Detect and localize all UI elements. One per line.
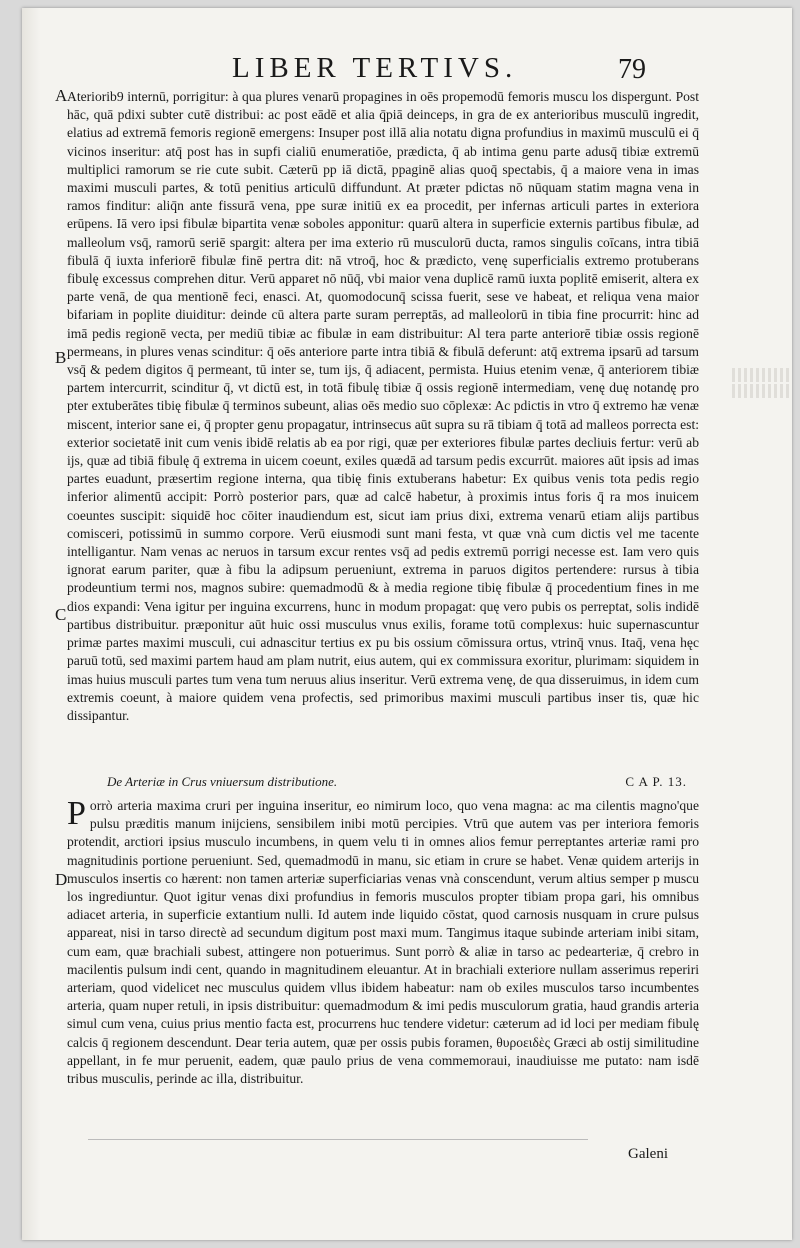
chapter-heading [67,774,699,792]
page-number: 79 [618,54,646,85]
page-gutter-shadow [22,8,40,1240]
running-title: LIBER TERTIVS. [232,52,518,84]
margin-letter-d: D [55,870,68,889]
drop-cap-initial: P [67,797,86,832]
catchword: Galeni [628,1146,668,1162]
book-page [22,8,792,1240]
paragraph-arteries [67,797,699,1130]
paragraph-text: orrò arteria maxima cruri per inguina inseritur, eo nimirum loco, quo vena magna: ac ma cilentis magno'que pulsu præditis manum inijciens, sensibilem inibi motū percipies. Vtrū que autem vas per interiora femoris protendit, arctiori ipsius musculo incumbens, in quem velu ti in omnes alios femur perreptantes arteriæ rami pro magnitudinis portione perueniunt. Sed, quemadmodū in manu, sic etiam in crure se habet. Venæ quidem arterijs in musculos insertis co hærent: non tamen arteriæ superficiarias venas vnà conscendunt, verum altius semper p muscu los ingrediuntur. Quot igitur venas dixi profundius in femoris musculos propter tibiam propa gari, his omnibus adiacet arteria, in superficie extantium nulli. Id autem inde liquido cōstat, quod carnosis nusquam in crure pulsus appareat, nisi in tarso directè ad secundum digitum post maxi mum. Tangimus itaque subinde arteriam inibi sitam, cum eam, quæ brachiali subest, attingere non potuerimus. Sunt porrò & aliæ in tarso ac pedearteriæ, q̄ crebro in macilentis pulsum indi cent, quando in magnitudinem eleuantur. At in brachiali exteriore nullam asserimus reperiri arteriam, quod videlicet nec musculus quidem vllus ibidem habeatur: nam ob exiles musculos tarso incumbentes arteria, quam nuper retuli, in ipsis distribuitur: quemadmodum & imi pedis musculorum gratia, haud grandis arteria simul cum vena, cuius prius mentio facta est, procurrens huc tendere videtur: cæterum ad id loci per mediam fibulę calcis q̄ regionem descendunt. Dear teria autem, quæ per ossis pubis foramen, θυροειδὲς Græci ab ostij similitudine appellant, in fe mur peruenit, eadem, quæ paulo prius de vena commemoraui, inaudiuisse me putato: nam isdē tribus musculis, perinde ac illa, distribuitur. [67,798,699,1087]
paragraph-text: teriorib9 internū, porrigitur: à qua plures venarū propagines in oēs propemodū femoris muscu los dispergunt. Post hāc, quā pdixi subter cutē distribui: ac post eādē et alia q̄piā deinceps, in gra de ex anterioribus musculū ingredit, elatius ad extremā femoris regionē emergens: Insuper post illā alia notatu digna profundius in maximū musculū ei q̄ vicinos inseritur: atq̄ post has in supfi cialiū enumeratiōe, prædicta, q̄ ab intima genu parte adusq̄ tibiæ extremū multiplici ramorum se rie cute subit. Cæterū pp iā dictā, ppaginē alias quoq̄ spectabis, q̄ a maiore vena in imas maximi musculi partes, & totū penitius articulū diffundunt. At præter pdictas nō nūquam statim magna vena in ramos finditur: aliq̄n ante fissurā vena, ppe suræ initiū ex ea procedit, per infernas articuli partes in exteriora erūpens. Iā vero ipsi fibulæ bipartita venæ soboles apponitur: quarū altera in superficie externis partibus fibulæ, ad malleolum vsq̄, ramorū seriē spargit: altera per ima exterio rū musculorū ducta, ramos singulis coīcans, intra tibiā fibulā q̄ iuxta inferiorē fibulæ finē pertra dit: nā vtroq̄, hoc & prædicto, venę superficialis extremo protuberans fibulę excessus comprehen ditur. Verū apparet nō nūq̄, vbi maior vena duplicē ramū iuxta poplitē emiserit, altera ex parte venā, de qua mentionē feci, enasci. At, quomodocunq̄ scissa fuerit, sese ve habeat, et reliqua vena maior bifariam in poplite diuiditur: deinde cū altera parte suram perreptās, ad malleolorū in tibia fine procurrit: hinc ad imā pedis regionē vecta, per mediū tibiæ ac fibulæ in eam distribuitur: Al tera parte anteriorē tibiæ ossis regionē permeans, in plures venas scinditur: q̄ oēs anteriore parte intra tibiā & fibulā deferunt: atq̄ extrema ipsarū ad tarsum vsq̄ & pedem digitos q̄ permeant, tū inter se, tum ijs, q̄ adiacent, permista. Huius etenim venæ, q̄ anteriorem tibiæ partem intercurrit, scinditur q̄, vt dictū est, in totā fibulę tibiæ q̄ ossis regionē intermediam, venę duę notandę pro pter extuberātes tibię fibulæ q̄ terminos subeunt, alias oēs medio suo cōplexæ: Ac pdictis in vtro q̄ extremo hæ venæ miscent, interior sane ei, q̄ propter genu propagatur, intrinsecus aūt supra su rā tibiam q̄ totā ad malleos porrecta est: exterior societatē init cum venis ibidē relatis ab ea por rigi, quæ per exteriores fibulæ partes decliuis fertur: verū ab ijs, quæ ad tibiā fibulę q̄ extrema in uicem coeunt, exiles quædā ad tarsum pedis excurrūt. maiores aūt ipsis ad imas partes euadunt, præsertim regione interna, qua tibię finis extuberans habetur: Ex quibus venis tota pedis regio inferior alimentū accipit: Porrò posterior pars, quæ ad calcē habetur, à proximis intus foris q̄ ra mos inuicem coeuntes suscipit: siquidē hoc cōiter inaudiendum est, sicut iam prius dixi, extrema venarū etiam alijs partibus comisceri, potissimū in summo corpore. Verū eiusmodi sunt mani festa, vt quæ vnà cum dictis vel me tacente intelligantur. Nam venas ac neruos in tarsum excur rentes vsq̄ ad pedis extremū porrigi necesse est. Iam vero quis ignorat earum pariter, quæ à fibu la adipsum perueniunt, extrema in paruos digitos pertendere: rursus à tibia prodeuntium termi nos, magnos subire: quemadmodū & à media regione tibię fibulæ q̄ procedentium fines in me dios expandi: Vena igitur per inguina excurrens, hunc in modum propagat: quę vero pubis os perreptat, solis indidē partibus distribuitur. præponitur aūt huic ossi musculus vnus exilis, forame totū complexus: huic supernascuntur primæ partes maximi musculi, cui adnascitur tertius ex pu bis ossium cōmissura ortus, vtrinq̄ vnus. Itaq̄, vena hęc paruū totū, sed maximi partem haud am plam nutrit, eius autem, qui ex commissura exoritur, plurimam: siquidem in imas huius musculi partes tum vena tum neruus alius inseritur. Verū extrema venę, de qua disseruimus, in idem cum extremis coeunt, à maiore quidem vena profectis, sed primoribus maximi musculi partibus inser tis, quæ hic dissipantur. [67,89,699,723]
paragraph-veins [67,88,699,771]
text-block [67,88,699,1130]
bleed-through-mark [732,368,790,382]
chapter-title: De Arteriæ in Crus vniuersum distributione. [107,774,338,789]
bleed-through-mark [732,384,790,398]
paragraph-initial: A [67,89,77,104]
margin-letter-b: B [55,348,67,367]
margin-letter-c: C [55,605,67,624]
bottom-rule [88,1139,588,1140]
margin-letter-a: A [55,86,68,105]
chapter-number: C A P. 13. [625,774,687,789]
